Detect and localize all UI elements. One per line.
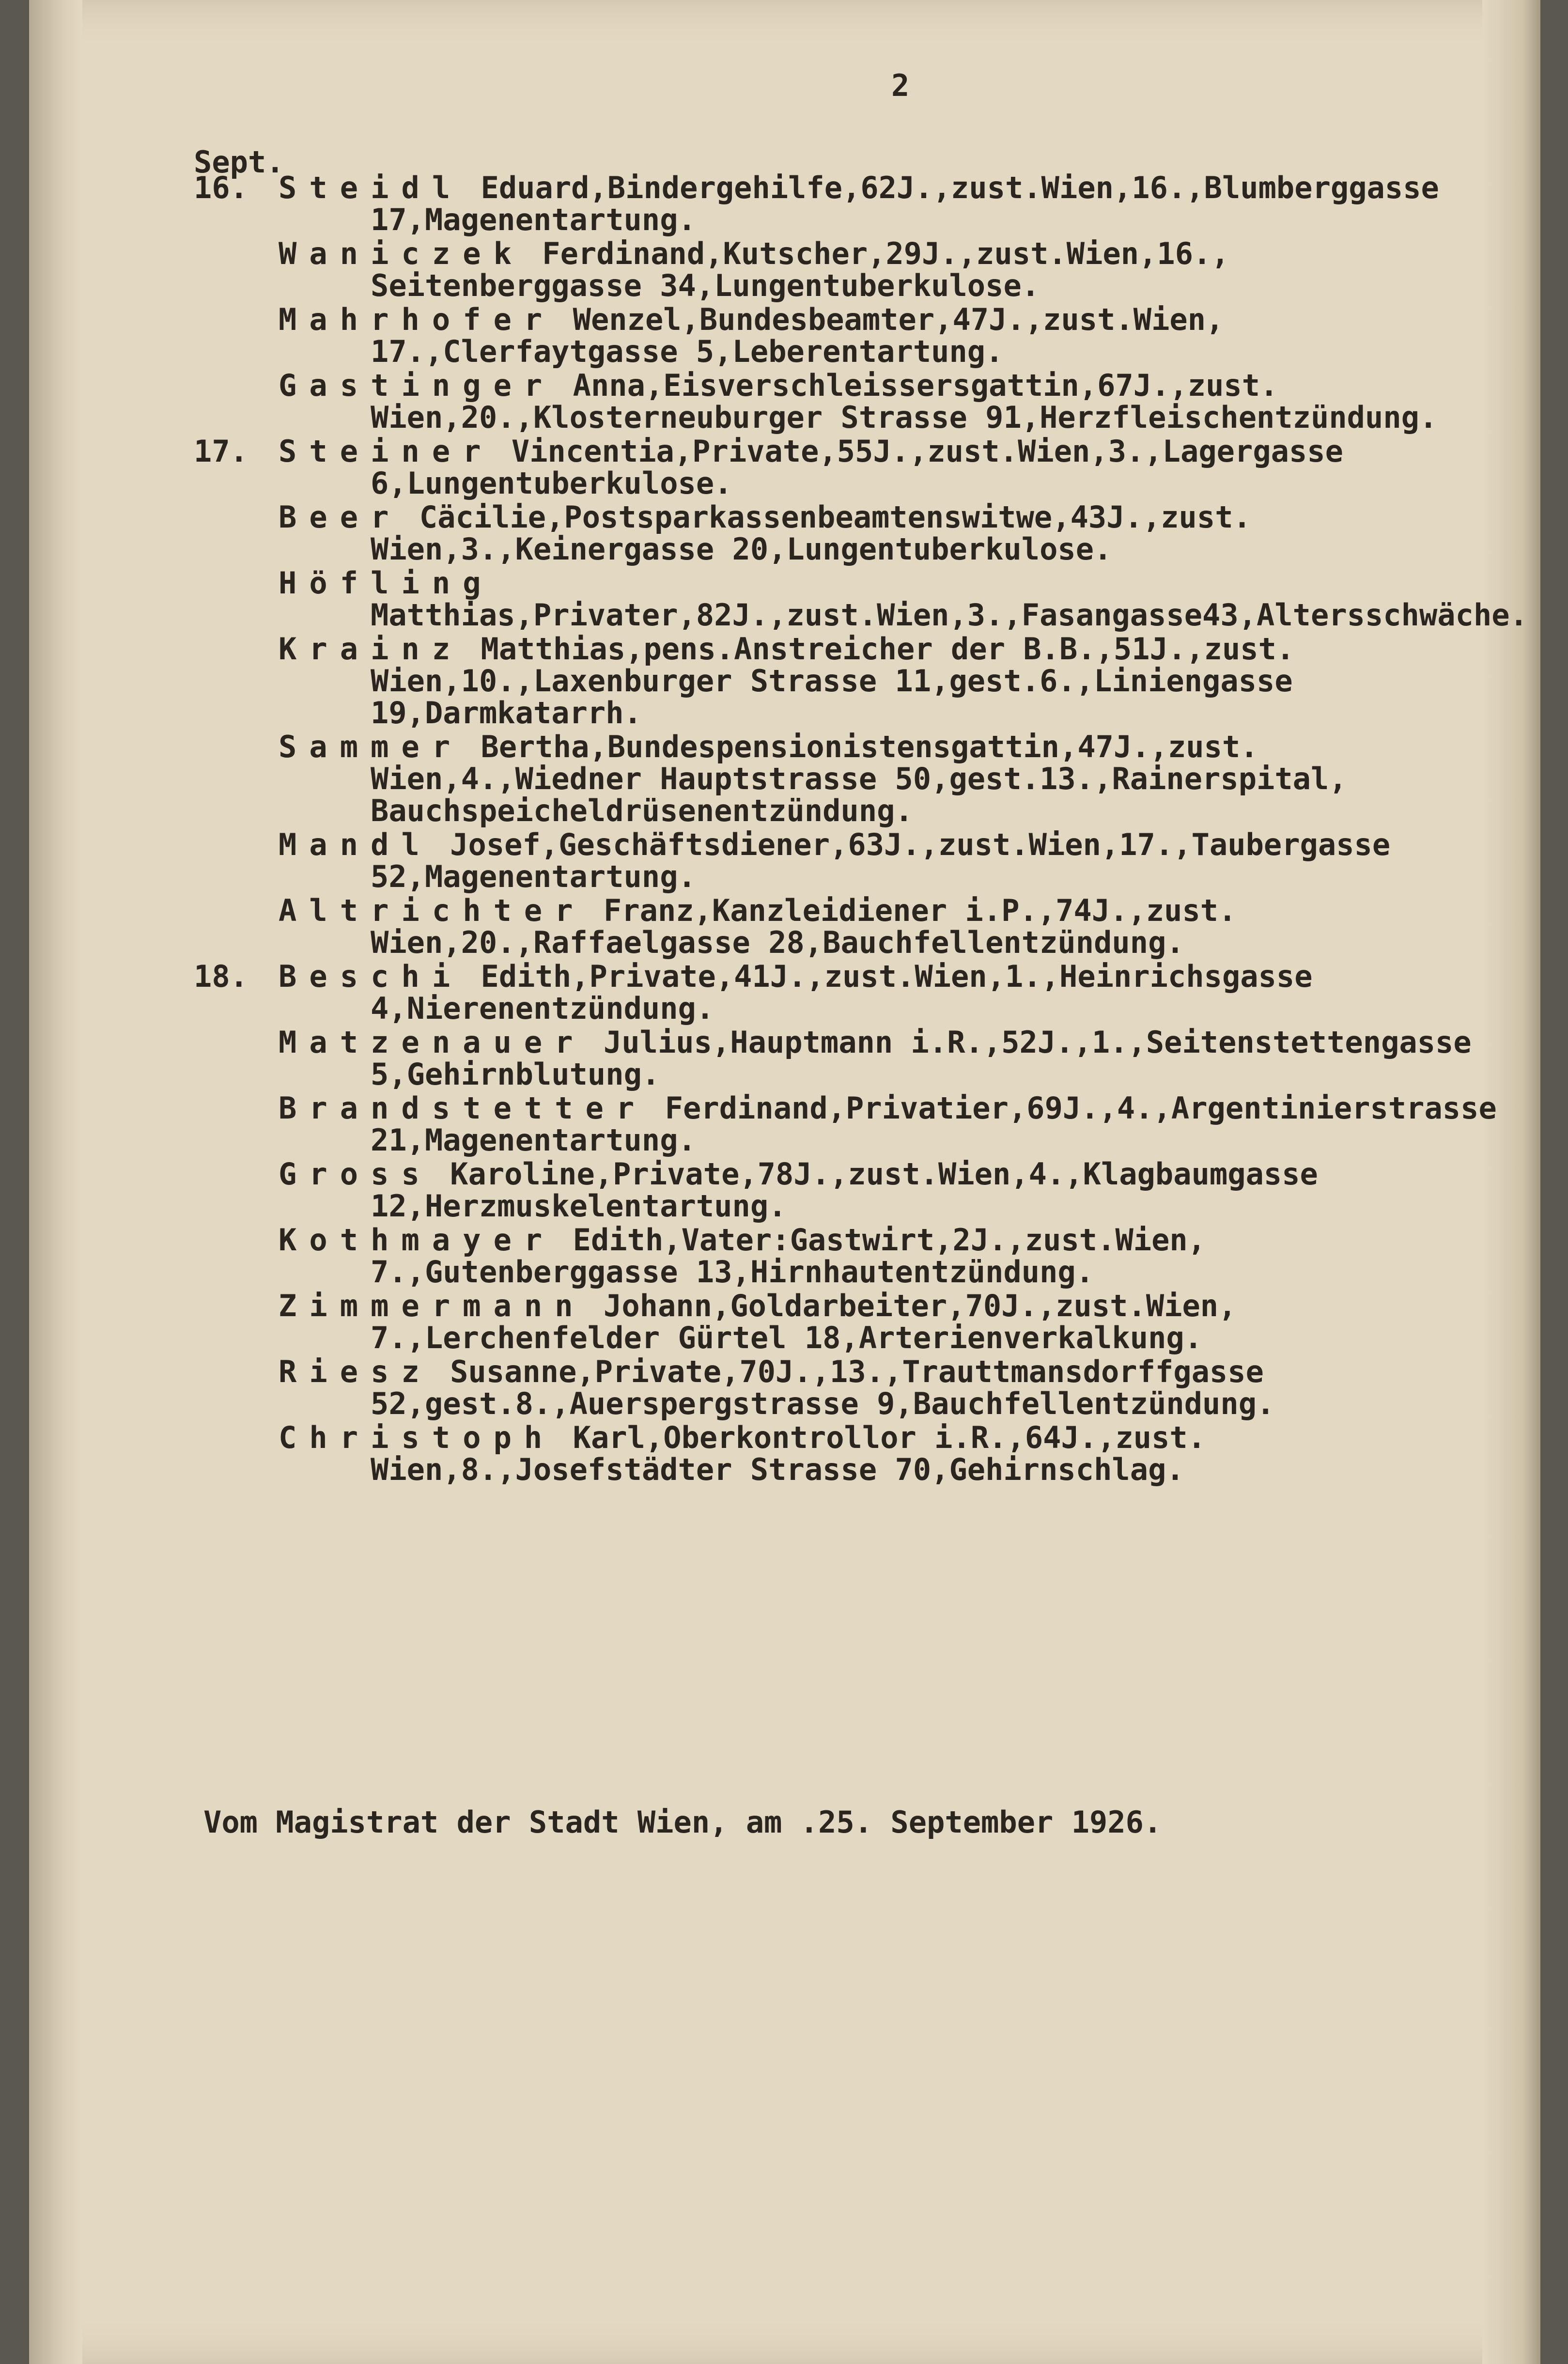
register-entry bbox=[0, 961, 1511, 1025]
entry-day: 18. bbox=[194, 959, 248, 994]
entry-surname: Steidl bbox=[279, 170, 463, 205]
entry-surname: Mandl bbox=[279, 827, 432, 862]
entry-details: Edith,Private,41J.,zust.Wien,1.,Heinrichsgasse 4,Nierenentzündung. bbox=[371, 959, 1313, 1026]
entry-surname: Altrichter bbox=[279, 893, 586, 928]
entry-details: Karoline,Private,78J.,zust.Wien,4.,Klagbaumgasse 12,Herzmuskelentartung. bbox=[371, 1156, 1318, 1224]
death-register-list bbox=[0, 170, 1528, 1488]
entry-surname: Brandstetter bbox=[279, 1090, 647, 1126]
register-entry bbox=[0, 895, 1511, 959]
entry-surname: Kothmayer bbox=[279, 1222, 555, 1258]
entry-details: Ferdinand,Privatier,69J.,4.,Argentinierstrasse 21,Magenentartung. bbox=[371, 1090, 1497, 1158]
entry-details: Eduard,Bindergehilfe,62J.,zust.Wien,16.,Blumberggasse 17,Magenentartung. bbox=[371, 170, 1439, 237]
entry-details: Vincentia,Private,55J.,zust.Wien,3.,Lagergasse 6,Lungentuberkulose. bbox=[371, 434, 1343, 501]
entry-details: Johann,Goldarbeiter,70J.,zust.Wien, 7.,Lerchenfelder Gürtel 18,Arterienverkalkung. bbox=[371, 1288, 1237, 1355]
entry-details: Cäcilie,Postsparkassenbeamtenswitwe,43J.,zust. Wien,3.,Keinergasse 20,Lungentuberkulose. bbox=[371, 499, 1251, 567]
entry-surname: Riesz bbox=[279, 1354, 432, 1389]
register-entry bbox=[0, 1290, 1511, 1354]
register-entry bbox=[0, 731, 1511, 827]
entry-details: Julius,Hauptmann i.R.,52J.,1.,Seitenstettengasse 5,Gehirnblutung. bbox=[371, 1025, 1472, 1092]
entry-surname: Christoph bbox=[279, 1420, 555, 1455]
entry-details: Karl,Oberkontrollor i.R.,64J.,zust. Wien,8.,Josefstädter Strasse 70,Gehirnschlag. bbox=[371, 1420, 1206, 1487]
register-entry bbox=[0, 633, 1511, 729]
entry-surname: Beschi bbox=[279, 959, 463, 994]
entry-surname: Steiner bbox=[279, 434, 494, 469]
document-footer: Vom Magistrat der Stadt Wien, am .25. September 1926. bbox=[203, 1804, 1162, 1840]
entry-details: Susanne,Private,70J.,13.,Trauttmansdorffgasse 52,gest.8.,Auerspergstrasse 9,Bauchfellentzündung. bbox=[371, 1354, 1275, 1421]
entry-surname: Matzenauer bbox=[279, 1025, 586, 1060]
register-entry bbox=[0, 1422, 1511, 1486]
register-entry bbox=[0, 1092, 1511, 1156]
entry-surname: Höfling bbox=[279, 565, 494, 601]
register-entry bbox=[0, 172, 1511, 236]
entry-surname: Krainz bbox=[279, 631, 463, 667]
entry-details: Franz,Kanzleidiener i.P.,74J.,zust. Wien,20.,Raffaelgasse 28,Bauchfellentzündung. bbox=[371, 893, 1237, 960]
entry-surname: Zimmermann bbox=[279, 1288, 586, 1323]
register-entry bbox=[0, 565, 1528, 633]
register-entry bbox=[0, 370, 1511, 434]
entry-details: Wenzel,Bundesbeamter,47J.,zust.Wien, 17.,Clerfaytgasse 5,Leberentartung. bbox=[371, 302, 1224, 369]
entry-details: Bertha,Bundespensionistensgattin,47J.,zust. Wien,4.,Wiedner Hauptstrasse 50,gest.13.,Rainerspital, Bauchspeicheldrüsenentzündung. bbox=[371, 729, 1347, 828]
entry-details: Matthias,Privater,82J.,zust.Wien,3.,Fasangasse43,Altersschwäche. bbox=[371, 597, 1528, 633]
entry-surname: Sammer bbox=[279, 729, 463, 764]
entry-surname: Gross bbox=[279, 1156, 432, 1192]
register-entry bbox=[0, 238, 1511, 302]
entry-details: Matthias,pens.Anstreicher der B.B.,51J.,zust. Wien,10.,Laxenburger Strasse 11,gest.6.,Liniengasse 19,Darmkatarrh. bbox=[371, 631, 1295, 731]
entry-day: 16. bbox=[194, 170, 248, 205]
month-label: Sept. bbox=[194, 144, 284, 180]
entry-details: Josef,Geschäftsdiener,63J.,zust.Wien,17.,Taubergasse 52,Magenentartung. bbox=[371, 827, 1391, 894]
register-entry bbox=[0, 304, 1511, 368]
entry-details: Anna,Eisverschleissersgattin,67J.,zust. Wien,20.,Klosterneuburger Strasse 91,Herzfleischentzündung. bbox=[371, 368, 1438, 435]
register-entry bbox=[0, 1224, 1511, 1288]
register-entry bbox=[0, 501, 1511, 565]
entry-day: 17. bbox=[194, 434, 248, 469]
entry-surname: Gastinger bbox=[279, 368, 555, 403]
register-entry bbox=[0, 829, 1511, 893]
entry-surname: Mahrhofer bbox=[279, 302, 555, 337]
entry-surname: Beer bbox=[279, 499, 402, 535]
page-number: 2 bbox=[891, 68, 910, 103]
register-entry bbox=[0, 1356, 1511, 1420]
entry-details: Ferdinand,Kutscher,29J.,zust.Wien,16., Seitenberggasse 34,Lungentuberkulose. bbox=[371, 236, 1229, 303]
register-entry bbox=[0, 435, 1511, 499]
entry-surname: Waniczek bbox=[279, 236, 524, 271]
entry-details: Edith,Vater:Gastwirt,2J.,zust.Wien, 7.,Gutenberggasse 13,Hirnhautentzündung. bbox=[371, 1222, 1206, 1290]
register-entry bbox=[0, 1026, 1511, 1090]
register-entry bbox=[0, 1158, 1511, 1222]
